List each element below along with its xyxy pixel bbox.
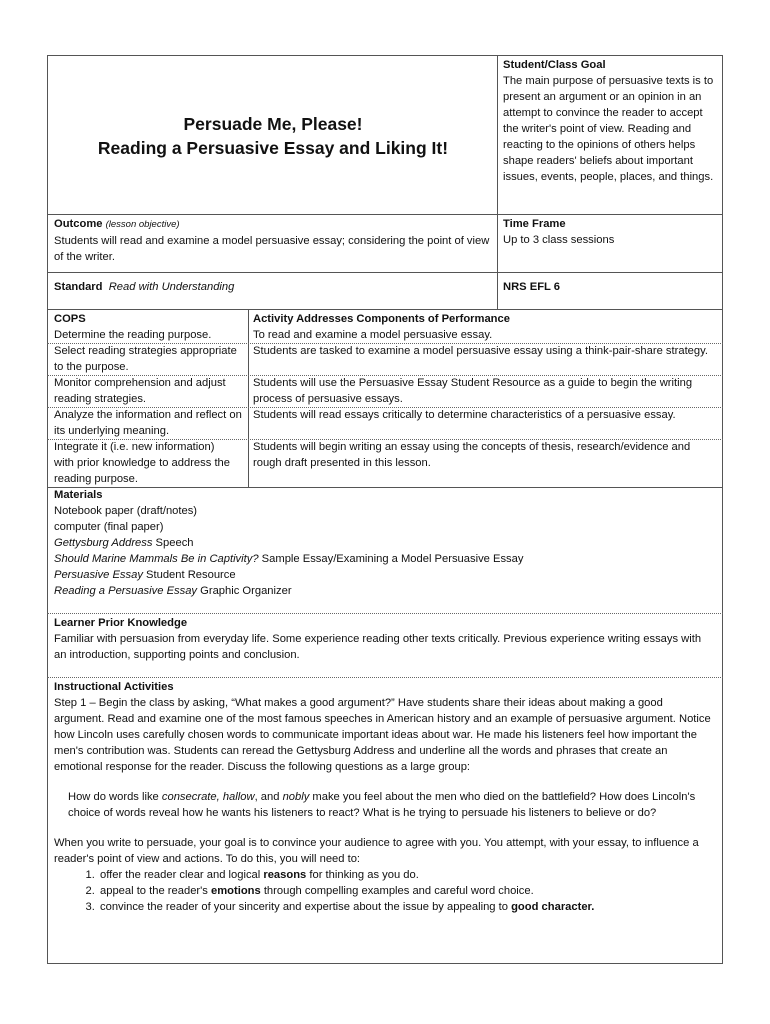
goal-cell: [503, 57, 717, 185]
material-item: Reading a Persuasive Essay Graphic Organizer: [54, 585, 292, 597]
outcome-cell: [54, 216, 492, 265]
instructional-cell: [54, 679, 716, 915]
divider: [47, 677, 723, 678]
materials-cell: [54, 487, 714, 599]
activity-5: Students will begin writing an essay using the concepts of thesis, research/evidence and rough draft presented in this lesson.: [253, 441, 691, 469]
title-line-1: Persuade Me, Please!: [183, 114, 363, 134]
activity-4: Students will read essays critically to determine characteristics of a persuasive essay.: [253, 409, 676, 421]
divider: [47, 214, 723, 215]
materials-heading: Materials: [54, 489, 103, 501]
prior-knowledge-heading: Learner Prior Knowledge: [54, 617, 188, 629]
standard-cell: [54, 279, 234, 295]
time-frame-cell: [503, 216, 717, 248]
persuade-text: When you write to persuade, your goal is to convince your audience to agree with you. You attempt, with your essay, to influence a reader's point of view and actions. To do this, you will need to:: [54, 837, 699, 865]
list-item: 2. appeal to the reader's emotions through compelling examples and careful word choice.: [98, 883, 716, 899]
prior-knowledge-cell: [54, 615, 716, 663]
persuade-list: [54, 867, 716, 915]
cop-5: Integrate it (i.e. new information) with prior knowledge to address the reading purpose.: [54, 441, 230, 485]
cop-4: Analyze the information and reflect on its underlying meaning.: [54, 409, 242, 437]
material-item: Persuasive Essay Student Resource: [54, 569, 236, 581]
lesson-title: [50, 112, 496, 160]
nrs-level: NRS EFL 6: [503, 281, 560, 293]
divider: [47, 309, 723, 310]
activity-heading: Activity Addresses Components of Performance: [253, 313, 510, 325]
cop-2: Select reading strategies appropriate to the purpose.: [54, 345, 237, 373]
cop-3: Monitor comprehension and adjust reading strategies.: [54, 377, 226, 405]
outcome-heading: Outcome: [54, 218, 103, 230]
cops-heading: COPS: [54, 313, 86, 325]
standard-value: Read with Understanding: [108, 281, 235, 293]
divider: [47, 613, 723, 614]
material-item: Should Marine Mammals Be in Captivity? Sample Essay/Examining a Model Persuasive Essay: [54, 553, 524, 565]
time-frame-text: Up to 3 class sessions: [503, 234, 615, 246]
cop-1: Determine the reading purpose.: [54, 329, 212, 341]
goal-text: The main purpose of persuasive texts is to present an argument or an opinion in an attempt to convince the reader to accept the writer's point of view. Reading and reacting to the opinions of others helps shape readers' beliefs about important issues, events, people, places, and things.: [503, 75, 714, 183]
outcome-note: (lesson objective): [105, 219, 180, 230]
material-item: Notebook paper (draft/notes): [54, 505, 198, 517]
discussion-questions: How do words like consecrate, hallow, and nobly make you feel about the men who died on the battlefield? How does Lincoln's choice of words reveal how he wants his listeners to react? What is he trying to persuade his listeners to believe or do?: [68, 791, 696, 819]
material-item: Gettysburg Address Speech: [54, 537, 194, 549]
time-frame-heading: Time Frame: [503, 218, 566, 230]
goal-heading: Student/Class Goal: [503, 59, 606, 71]
material-item: computer (final paper): [54, 521, 164, 533]
list-item: 3. convince the reader of your sincerity and expertise about the issue by appealing to good character.: [98, 899, 716, 915]
cops-divider: [248, 309, 249, 487]
list-item: 1. offer the reader clear and logical reasons for thinking as you do.: [98, 867, 716, 883]
divider: [47, 272, 723, 273]
activity-3: Students will use the Persuasive Essay Student Resource as a guide to begin the writing process of persuasive essays.: [253, 377, 693, 405]
outcome-text: Students will read and examine a model persuasive essay; considering the point of view of the writer.: [54, 235, 490, 263]
activity-2: Students are tasked to examine a model persuasive essay using a think-pair-share strategy.: [253, 345, 708, 357]
instructional-heading: Instructional Activities: [54, 681, 174, 693]
title-line-2: Reading a Persuasive Essay and Liking It!: [97, 138, 449, 158]
step-1-text: Step 1 – Begin the class by asking, “What makes a good argument?” Have students share their ideas about making a good argument. Read and examine one of the most famous speeches in American history and an example of persuasive argument. Notice how Lincoln uses carefully chosen words to communicate important ideas about war. He made his listeners feel how important the men's contribution was. Students can reread the Gettysburg Address and underline all the words and phrases that create an emotional response for the reader. Discuss the following questions as a large group:: [54, 697, 711, 773]
prior-knowledge-text: Familiar with persuasion from everyday life. Some experience reading other texts critically. Previous experience writing essays with an introduction, supporting points and conclusion.: [54, 633, 702, 661]
activity-1: To read and examine a model persuasive essay.: [253, 329, 493, 341]
standard-heading: Standard: [54, 281, 103, 293]
header-divider: [497, 55, 498, 309]
